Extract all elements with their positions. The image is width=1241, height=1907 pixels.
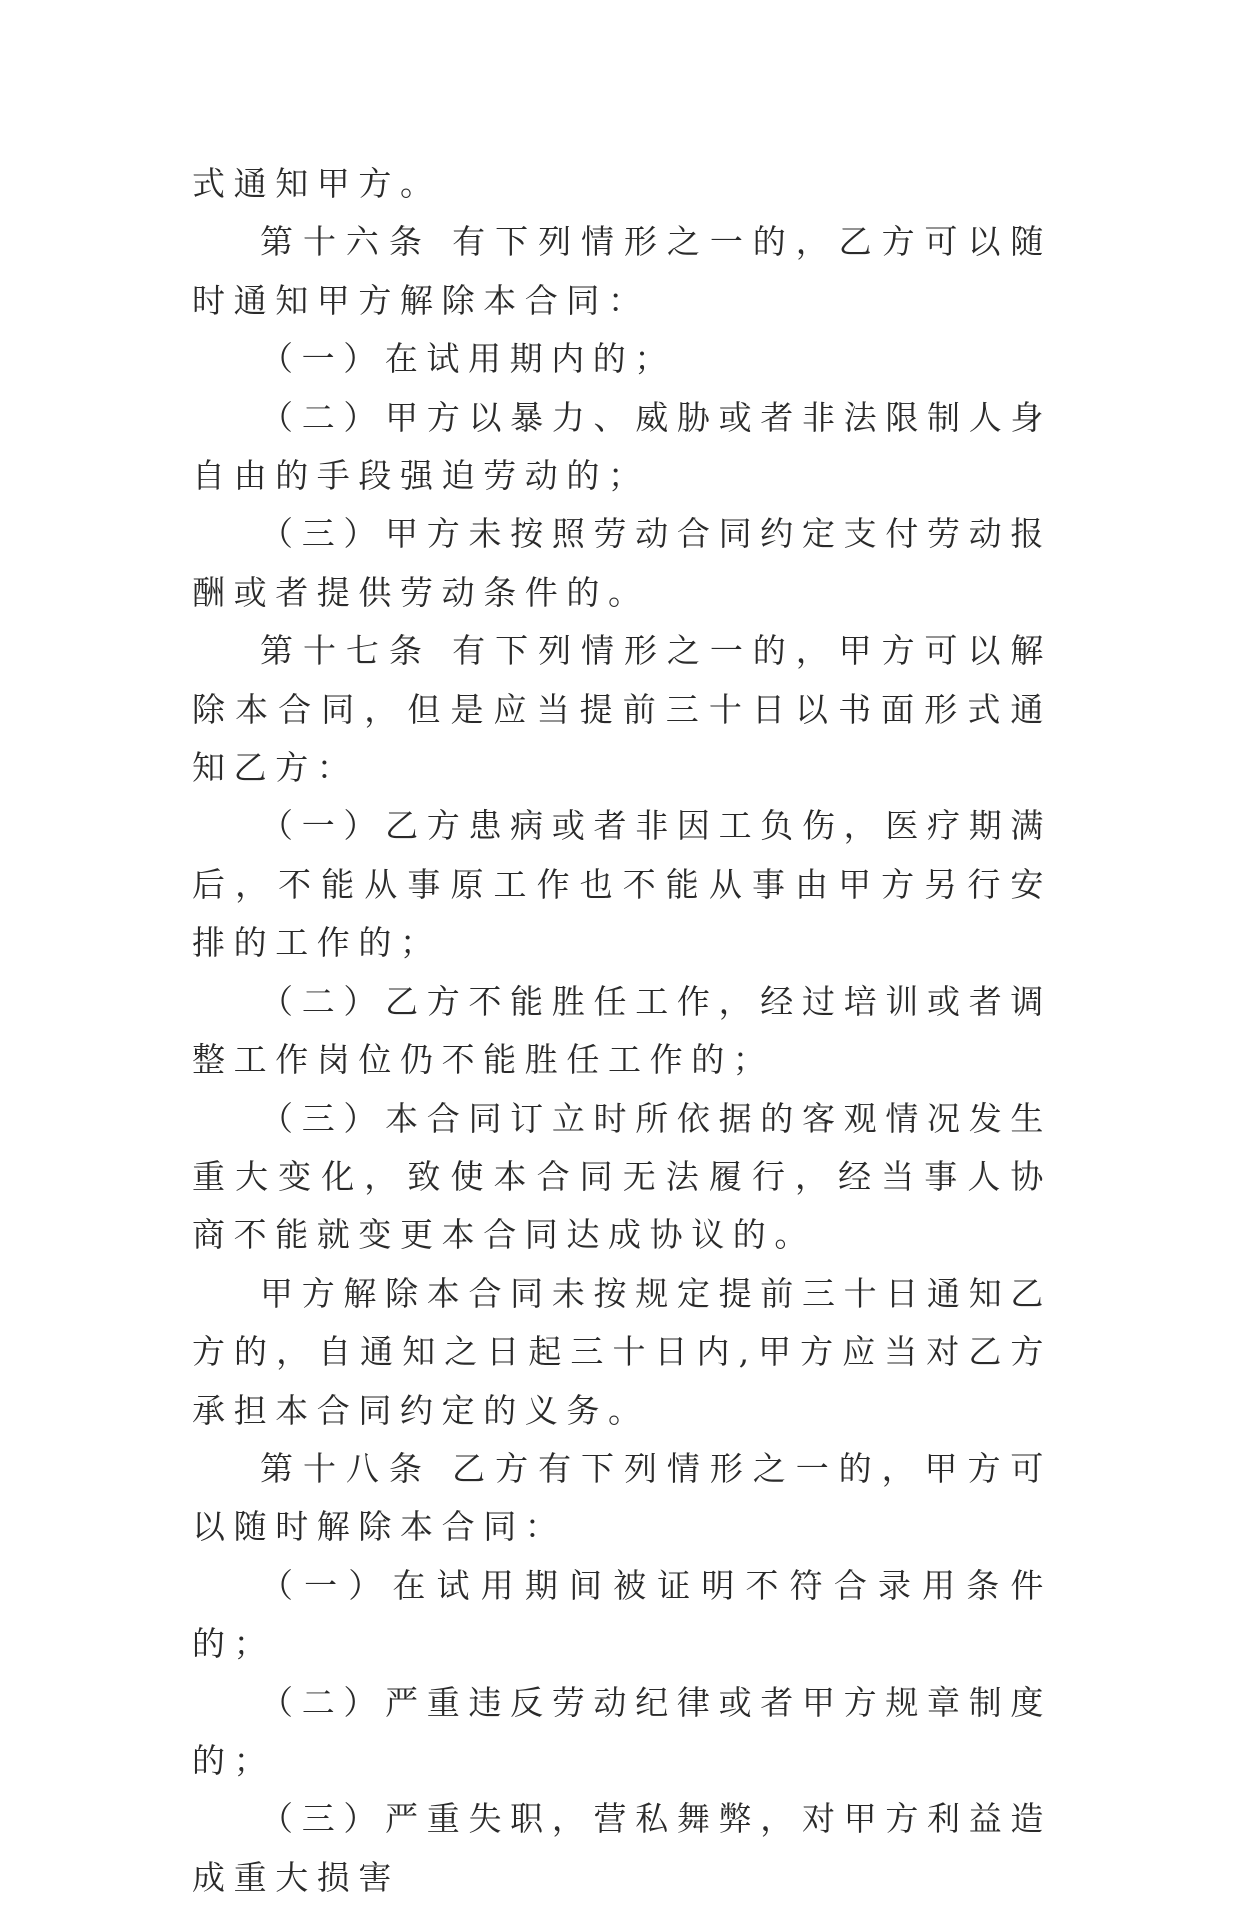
article-18-heading: 第十八条 乙方有下列情形之一的，甲方可以随时解除本合同： xyxy=(192,1448,1052,1547)
article-16-heading: 第十六条 有下列情形之一的，乙方可以随时通知甲方解除本合同： xyxy=(192,222,1052,320)
paragraph-continuation: 式通知甲方。 xyxy=(192,164,442,203)
article-16-item-1: （一）在试用期内的； xyxy=(260,339,676,379)
article-18-item-2: （二）严重违反劳动纪律或者甲方规章制度的； xyxy=(192,1682,1052,1780)
article-18-item-1: （一）在试用期间被证明不符合录用条件的； xyxy=(192,1565,1052,1664)
article-17-item-2: （二）乙方不能胜任工作，经过培训或者调整工作岗位仍不能胜任工作的； xyxy=(192,981,1052,1080)
article-16-item-2: （二）甲方以暴力、威胁或者非法限制人身自由的手段强迫劳动的； xyxy=(192,397,1052,496)
article-16-item-3: （三）甲方未按照劳动合同约定支付劳动报酬或者提供劳动条件的。 xyxy=(192,514,1052,612)
article-17-item-1: （一）乙方患病或者非因工负伤，医疗期满后，不能从事原工作也不能从事由甲方另行安排的工作的； xyxy=(192,806,1052,963)
article-17-note: 甲方解除本合同未按规定提前三十日通知乙方的，自通知之日起三十日内,甲方应当对乙方承担本合同约定的义务。 xyxy=(192,1273,1052,1430)
article-17-heading: 第十七条 有下列情形之一的，甲方可以解除本合同，但是应当提前三十日以书面形式通知乙方： xyxy=(192,631,1052,788)
article-18-item-3: （三）严重失职，营私舞弊，对甲方利益造成重大损害 xyxy=(192,1799,1052,1897)
contract-body xyxy=(192,155,1052,1907)
article-17-item-3: （三）本合同订立时所依据的客观情况发生重大变化，致使本合同无法履行，经当事人协商不能就变更本合同达成协议的。 xyxy=(192,1098,1052,1255)
